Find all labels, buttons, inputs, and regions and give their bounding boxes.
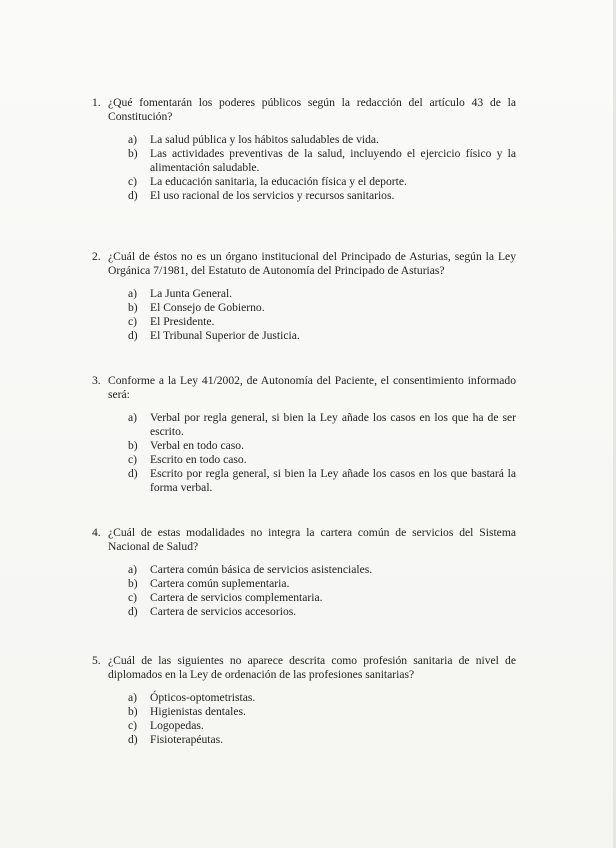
option-text: El Presidente. bbox=[150, 315, 215, 329]
option-list bbox=[92, 563, 516, 619]
option-letter: a) bbox=[128, 411, 138, 425]
question-text: ¿Cuál de éstos no es un órgano institucional del Principado de Asturias, según la Ley Orgánica 7/1981, del Estatuto de Autonomía del Principado de Asturias? bbox=[108, 250, 516, 277]
option-list bbox=[92, 133, 516, 202]
question-number: 2. bbox=[92, 250, 101, 263]
option-d bbox=[92, 329, 516, 343]
question-5 bbox=[92, 654, 516, 748]
option-letter: c) bbox=[128, 174, 138, 188]
option-letter: a) bbox=[128, 691, 138, 705]
option-letter: c) bbox=[128, 452, 138, 466]
option-b bbox=[92, 147, 516, 174]
option-letter: b) bbox=[128, 301, 138, 315]
option-letter: b) bbox=[128, 705, 138, 719]
option-d bbox=[92, 467, 516, 494]
option-list bbox=[92, 411, 516, 494]
option-text: Escrito en todo caso. bbox=[150, 452, 247, 466]
option-c bbox=[92, 591, 516, 605]
option-letter: c) bbox=[128, 315, 138, 329]
question-header bbox=[92, 374, 516, 401]
option-text: La salud pública y los hábitos saludables de vida. bbox=[150, 133, 379, 147]
option-text: El Tribunal Superior de Justicia. bbox=[150, 329, 300, 343]
option-text: Cartera común suplementaria. bbox=[150, 577, 290, 591]
option-letter: a) bbox=[128, 563, 138, 577]
option-text: Cartera común básica de servicios asistenciales. bbox=[150, 563, 373, 577]
option-letter: d) bbox=[128, 733, 138, 747]
option-letter: a) bbox=[128, 133, 138, 147]
question-1 bbox=[92, 96, 516, 203]
option-list bbox=[92, 287, 516, 343]
option-text: Escrito por regla general, si bien la Ley añade los casos en los que bastará la forma verbal. bbox=[150, 467, 516, 494]
option-d bbox=[92, 733, 516, 747]
question-text: ¿Qué fomentarán los poderes públicos según la redacción del artículo 43 de la Constitución? bbox=[108, 96, 516, 123]
question-text: ¿Cuál de estas modalidades no integra la cartera común de servicios del Sistema Nacional de Salud? bbox=[108, 526, 516, 553]
option-text: El uso racional de los servicios y recursos sanitarios. bbox=[150, 189, 395, 203]
option-b bbox=[92, 439, 516, 453]
option-letter: d) bbox=[128, 467, 138, 481]
option-letter: d) bbox=[128, 189, 138, 203]
option-b bbox=[92, 577, 516, 591]
option-letter: b) bbox=[128, 438, 138, 452]
option-a bbox=[92, 133, 516, 147]
question-header bbox=[92, 526, 516, 553]
option-text: El Consejo de Gobierno. bbox=[150, 301, 265, 315]
option-list bbox=[92, 691, 516, 747]
option-text: Logopedas. bbox=[150, 719, 204, 733]
question-header bbox=[92, 96, 516, 123]
question-text: ¿Cuál de las siguientes no aparece descrita como profesión sanitaria de nivel de diplomados en la Ley de ordenación de las profesiones sanitarias? bbox=[108, 654, 516, 681]
option-text: La educación sanitaria, la educación física y el deporte. bbox=[150, 174, 407, 188]
option-letter: b) bbox=[128, 577, 138, 591]
question-number: 3. bbox=[92, 374, 101, 387]
question-header bbox=[92, 250, 516, 277]
option-text: Cartera de servicios complementaria. bbox=[150, 591, 323, 605]
option-letter: c) bbox=[128, 719, 138, 733]
option-text: Ópticos-optometristas. bbox=[150, 691, 256, 705]
option-text: Las actividades preventivas de la salud, incluyendo el ejercicio físico y la alimentación saludable. bbox=[150, 147, 516, 174]
option-d bbox=[92, 189, 516, 203]
option-letter: a) bbox=[128, 287, 138, 301]
option-b bbox=[92, 705, 516, 719]
option-c bbox=[92, 453, 516, 467]
option-a bbox=[92, 411, 516, 438]
option-text: Verbal por regla general, si bien la Ley añade los casos en los que ha de ser escrito. bbox=[150, 411, 516, 438]
option-b bbox=[92, 301, 516, 315]
question-number: 5. bbox=[92, 654, 101, 667]
question-number: 4. bbox=[92, 526, 101, 539]
option-c bbox=[92, 175, 516, 189]
option-c bbox=[92, 719, 516, 733]
option-letter: d) bbox=[128, 329, 138, 343]
option-a bbox=[92, 287, 516, 301]
question-number: 1. bbox=[92, 96, 101, 109]
option-a bbox=[92, 563, 516, 577]
option-letter: c) bbox=[128, 591, 138, 605]
option-text: Verbal en todo caso. bbox=[150, 438, 245, 452]
option-text: Higienistas dentales. bbox=[150, 705, 246, 719]
option-text: Cartera de servicios accesorios. bbox=[150, 605, 297, 619]
question-4 bbox=[92, 526, 516, 620]
question-3 bbox=[92, 374, 516, 495]
question-text: Conforme a la Ley 41/2002, de Autonomía del Paciente, el consentimiento informado será: bbox=[108, 374, 516, 401]
question-header bbox=[92, 654, 516, 681]
option-letter: d) bbox=[128, 605, 138, 619]
option-text: La Junta General. bbox=[150, 287, 233, 301]
option-text: Fisioterapéutas. bbox=[150, 733, 224, 747]
option-letter: b) bbox=[128, 147, 138, 161]
option-d bbox=[92, 605, 516, 619]
option-a bbox=[92, 691, 516, 705]
question-2 bbox=[92, 250, 516, 344]
option-c bbox=[92, 315, 516, 329]
